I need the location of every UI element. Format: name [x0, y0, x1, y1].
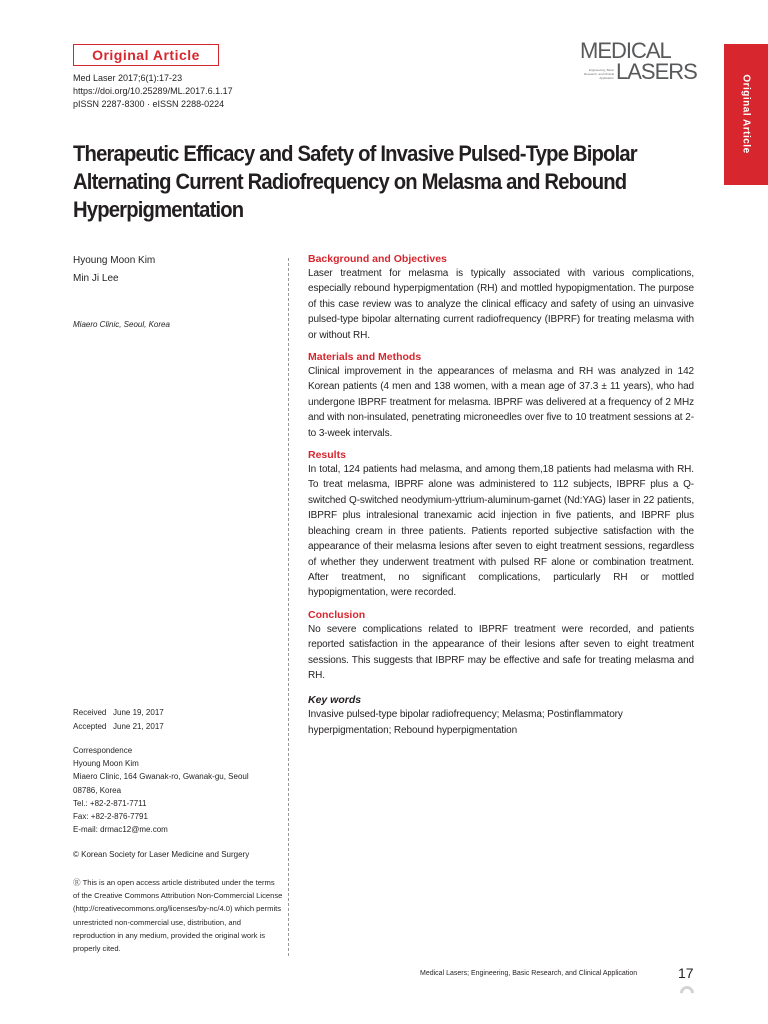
- author-list: [73, 252, 155, 288]
- correspondence-address: Miaero Clinic, 164 Gwanak-ro, Gwanak-gu, Seoul: [73, 772, 249, 782]
- logo-tagline: Engineering, Basic Research, and Clinical Application: [583, 68, 614, 80]
- side-tab-label: Original Article: [740, 74, 752, 154]
- abstract-paragraph: No severe complications related to IBPRF treatment were recorded, and patients reported satisfaction in the appearance of their lesions after seven to eight treatment sessions. This suggests that IBPRF may be effective and safe for treating melasma and RH.: [308, 623, 694, 681]
- keywords-heading: Key words: [308, 694, 362, 707]
- accepted-label: Accepted: [73, 722, 107, 731]
- author: Hyoung Moon Kim: [73, 255, 156, 266]
- correspondence-tel: Tel.: +82-2-871-7711: [73, 798, 147, 808]
- issn: pISSN 2287-8300 · eISSN 2288-0224: [73, 99, 225, 109]
- citation-meta: [73, 72, 233, 111]
- correspondence-name: Hyoung Moon Kim: [73, 759, 139, 769]
- abstract: [308, 252, 694, 745]
- license-notice: [73, 876, 283, 955]
- copyright-notice: © Korean Society for Laser Medicine and Surgery: [73, 850, 250, 859]
- abstract-heading: Background and Objectives: [308, 253, 447, 265]
- keywords-text: Invasive pulsed-type bipolar radiofrequency; Melasma; Postinflammatory hyperpigmentation; Rebound hyperpigmentation: [308, 709, 623, 736]
- journal-logo: [580, 40, 700, 86]
- page-number: 17: [678, 965, 694, 981]
- citation: Med Laser 2017;6(1):17-23: [73, 73, 183, 83]
- cc-icon: Ⓡ: [73, 878, 83, 887]
- abstract-paragraph: Laser treatment for melasma is typically associated with various complications, especially rebound hyperpigmentation (RH) and mottled hypopigmentation. The purpose of this case review was to analyze the clinical efficacy and safety of using an uinvasive pulsed-type bipolar alternating current radiofrequency (IBPRF) for treating melasma with or without RH.: [308, 268, 694, 341]
- corner-arc-icon: [677, 983, 697, 1003]
- logo-word-medical: MEDICAL: [580, 38, 671, 63]
- abstract-heading: Results: [308, 449, 346, 462]
- correspondence-address: 08786, Korea: [73, 785, 122, 795]
- side-tab: [724, 44, 768, 185]
- logo-word-lasers: LASERS: [616, 59, 697, 84]
- affiliation: Miaero Clinic, Seoul, Korea: [73, 320, 170, 329]
- correspondence-fax: Fax: +82-2-876-7791: [73, 812, 148, 822]
- correspondence-label: Correspondence: [73, 746, 133, 755]
- column-divider: [288, 258, 289, 956]
- abstract-paragraph: Clinical improvement in the appearances of melasma and RH was analyzed in 142 Korean patients (4 men and 138 women, with a mean age of 37.3 ± 11 years), who had undergone IBPRF treatment for melasma. IBPRF was delivered at a frequency of 2 MHz and with non-insulated, penetrating microneedles over five to 10 treatment sessions at 2- to 3-week intervals.: [308, 366, 694, 439]
- article-dates: [73, 706, 164, 734]
- license-text: This is an open access article distributed under the terms of the Creative Commons Attribution Non-Commercial License (http://creativecommons.org/licenses/by-nc/4.0) which permits unrestricted non-commercial use, distribution, and reproduction in any medium, provided the original work is properly cited.: [73, 878, 283, 954]
- received-label: Received: [73, 708, 107, 717]
- correspondence-email[interactable]: E-mail: drmac12@me.com: [73, 825, 168, 835]
- received-date: June 19, 2017: [113, 708, 164, 717]
- article-type-label: Original Article: [73, 44, 219, 66]
- author: Min Ji Lee: [73, 273, 119, 284]
- article-title: Therapeutic Efficacy and Safety of Invasive Pulsed-Type Bipolar Alternating Current Radiofrequency on Melasma and Rebound Hyperpigmentation: [73, 141, 637, 222]
- abstract-heading: Conclusion: [308, 608, 366, 621]
- doi-link[interactable]: https://doi.org/10.25289/ML.2017.6.1.17: [73, 86, 233, 96]
- abstract-heading: Materials and Methods: [308, 351, 422, 364]
- correspondence: [73, 744, 283, 836]
- abstract-paragraph: In total, 124 patients had melasma, and among them,18 patients had melasma with RH. To treat melasma, IBPRF alone was administered to 112 subjects, IBPRF plus a Q-switched Q-switched neodymium-yttrium-aluminum-garnet (Nd:YAG) laser in 22 patients, IBPRF plus intralesional tranexamic acid injection in five patients, and IBPRF plus bleaching cream in three patients. Patients reported subjective satisfaction with the appearance of their melasma lesions after seven to eight treatment sessions, regardless of whether they underwent treatment with pulsed RF alone or combination treatment. After treatment, no significant complications, particularly RH or mottled hypopigmentation, were recorded.: [308, 464, 694, 599]
- accepted-date: June 21, 2017: [113, 722, 164, 731]
- footer-journal: Medical Lasers; Engineering, Basic Research, and Clinical Application: [420, 970, 638, 977]
